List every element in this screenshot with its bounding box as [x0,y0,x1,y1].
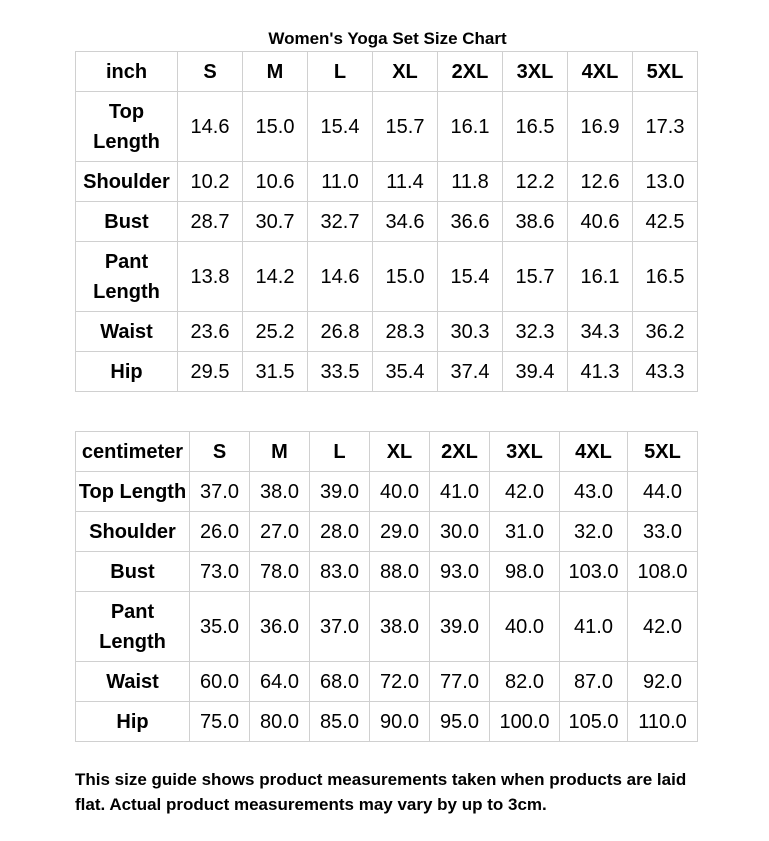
inch-header-row [76,52,698,92]
measurement-value: 15.4 [308,92,373,162]
centimeter-size-table [75,431,698,742]
measurement-value: 15.0 [243,92,308,162]
measurement-value: 72.0 [370,662,430,702]
measurement-value: 36.2 [633,312,698,352]
measurement-row [76,162,698,202]
measurement-value: 39.0 [430,592,490,662]
measurement-label: Hip [76,702,190,742]
measurement-value: 39.0 [310,472,370,512]
measurement-row [76,702,698,742]
measurement-row [76,592,698,662]
measurement-value: 16.1 [438,92,503,162]
measurement-value: 78.0 [250,552,310,592]
inch-size-table [75,51,698,392]
measurement-label: Top Length [76,92,178,162]
measurement-value: 103.0 [560,552,628,592]
measurement-value: 85.0 [310,702,370,742]
measurement-value: 32.3 [503,312,568,352]
measurement-value: 60.0 [190,662,250,702]
measurement-value: 25.2 [243,312,308,352]
measurement-value: 28.3 [373,312,438,352]
measurement-row [76,552,698,592]
measurement-label: Bust [76,202,178,242]
measurement-value: 17.3 [633,92,698,162]
size-header: 3XL [490,432,560,472]
measurement-value: 88.0 [370,552,430,592]
measurement-row [76,202,698,242]
measurement-value: 30.7 [243,202,308,242]
measurement-value: 82.0 [490,662,560,702]
unit-label: inch [76,52,178,92]
size-header: 5XL [628,432,698,472]
measurement-value: 31.0 [490,512,560,552]
measurement-value: 35.4 [373,352,438,392]
measurement-value: 37.4 [438,352,503,392]
measurement-value: 32.7 [308,202,373,242]
measurement-value: 11.4 [373,162,438,202]
measurement-value: 40.0 [370,472,430,512]
measurement-row [76,312,698,352]
measurement-label: Waist [76,662,190,702]
measurement-value: 33.0 [628,512,698,552]
measurement-value: 35.0 [190,592,250,662]
measurement-value: 30.0 [430,512,490,552]
size-header: XL [370,432,430,472]
measurement-value: 29.5 [178,352,243,392]
measurement-value: 39.4 [503,352,568,392]
measurement-value: 83.0 [310,552,370,592]
measurement-value: 38.0 [250,472,310,512]
measurement-row [76,92,698,162]
measurement-value: 43.3 [633,352,698,392]
cm-table-body [76,472,698,742]
measurement-value: 11.0 [308,162,373,202]
measurement-value: 41.0 [560,592,628,662]
size-header: M [250,432,310,472]
size-header: 5XL [633,52,698,92]
size-header: 2XL [430,432,490,472]
measurement-value: 15.7 [503,242,568,312]
measurement-value: 38.6 [503,202,568,242]
measurement-value: 23.6 [178,312,243,352]
measurement-row [76,472,698,512]
measurement-value: 14.2 [243,242,308,312]
measurement-value: 40.6 [568,202,633,242]
measurement-value: 36.0 [250,592,310,662]
measurement-value: 12.6 [568,162,633,202]
measurement-row [76,512,698,552]
measurement-value: 15.4 [438,242,503,312]
size-header: 4XL [568,52,633,92]
measurement-value: 75.0 [190,702,250,742]
measurement-value: 40.0 [490,592,560,662]
measurement-value: 92.0 [628,662,698,702]
measurement-label: Top Length [76,472,190,512]
measurement-label: Pant Length [76,592,190,662]
measurement-value: 44.0 [628,472,698,512]
size-header: XL [373,52,438,92]
measurement-value: 34.3 [568,312,633,352]
measurement-value: 26.8 [308,312,373,352]
measurement-value: 13.8 [178,242,243,312]
measurement-label: Shoulder [76,512,190,552]
measurement-value: 80.0 [250,702,310,742]
measurement-value: 105.0 [560,702,628,742]
measurement-value: 93.0 [430,552,490,592]
size-header: L [308,52,373,92]
size-header: S [178,52,243,92]
size-header: L [310,432,370,472]
measurement-value: 87.0 [560,662,628,702]
measurement-value: 95.0 [430,702,490,742]
measurement-label: Bust [76,552,190,592]
measurement-value: 12.2 [503,162,568,202]
measurement-note: This size guide shows product measurements taken when products are laid flat. Actual product measurements may vary by up to 3cm. [75,770,687,814]
size-header: 4XL [560,432,628,472]
size-header: 2XL [438,52,503,92]
size-header: S [190,432,250,472]
measurement-value: 13.0 [633,162,698,202]
measurement-value: 16.9 [568,92,633,162]
measurement-row [76,662,698,702]
measurement-value: 15.7 [373,92,438,162]
measurement-value: 98.0 [490,552,560,592]
measurement-value: 16.5 [633,242,698,312]
measurement-value: 30.3 [438,312,503,352]
measurement-value: 26.0 [190,512,250,552]
measurement-value: 38.0 [370,592,430,662]
measurement-value: 28.7 [178,202,243,242]
measurement-value: 41.0 [430,472,490,512]
measurement-value: 15.0 [373,242,438,312]
measurement-value: 42.0 [490,472,560,512]
measurement-label: Pant Length [76,242,178,312]
measurement-value: 34.6 [373,202,438,242]
measurement-value: 14.6 [178,92,243,162]
cm-header-row [76,432,698,472]
measurement-label: Waist [76,312,178,352]
size-header: 3XL [503,52,568,92]
measurement-value: 36.6 [438,202,503,242]
measurement-value: 100.0 [490,702,560,742]
measurement-value: 68.0 [310,662,370,702]
measurement-value: 10.2 [178,162,243,202]
measurement-row [76,242,698,312]
measurement-value: 90.0 [370,702,430,742]
measurement-value: 11.8 [438,162,503,202]
size-header: M [243,52,308,92]
measurement-value: 43.0 [560,472,628,512]
measurement-label: Shoulder [76,162,178,202]
measurement-value: 73.0 [190,552,250,592]
inch-table-body [76,92,698,392]
measurement-value: 10.6 [243,162,308,202]
measurement-value: 14.6 [308,242,373,312]
measurement-value: 42.0 [628,592,698,662]
unit-label: centimeter [76,432,190,472]
measurement-value: 33.5 [308,352,373,392]
measurement-value: 41.3 [568,352,633,392]
measurement-value: 16.5 [503,92,568,162]
measurement-row [76,352,698,392]
measurement-value: 64.0 [250,662,310,702]
measurement-value: 77.0 [430,662,490,702]
measurement-value: 32.0 [560,512,628,552]
measurement-value: 110.0 [628,702,698,742]
measurement-value: 37.0 [190,472,250,512]
measurement-value: 27.0 [250,512,310,552]
chart-title: Women's Yoga Set Size Chart [268,29,507,48]
measurement-value: 16.1 [568,242,633,312]
measurement-label: Hip [76,352,178,392]
measurement-value: 42.5 [633,202,698,242]
measurement-value: 29.0 [370,512,430,552]
measurement-value: 31.5 [243,352,308,392]
measurement-value: 28.0 [310,512,370,552]
measurement-value: 37.0 [310,592,370,662]
measurement-value: 108.0 [628,552,698,592]
